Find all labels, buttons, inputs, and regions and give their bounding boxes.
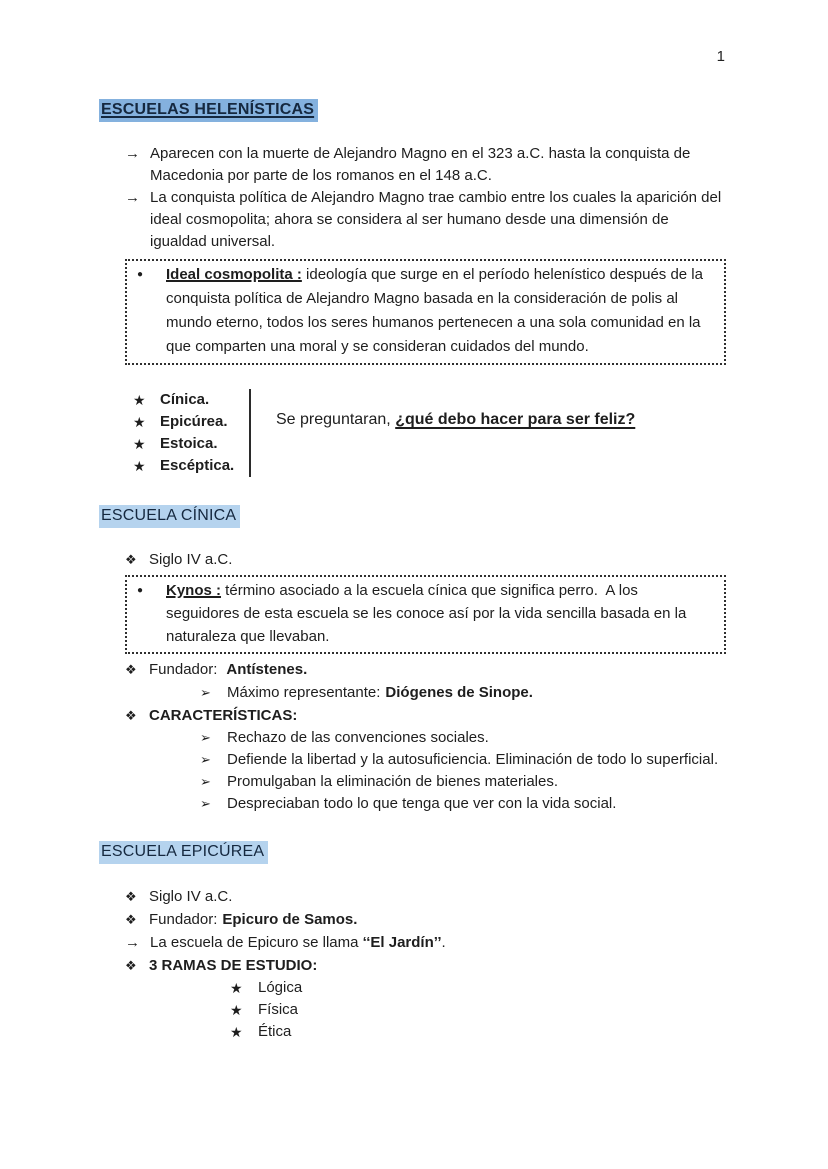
school-name: Epicúrea.	[160, 413, 228, 430]
list-item	[200, 793, 728, 815]
intro-item-text: Aparecen con la muerte de Alejandro Magno en el 323 a.C. hasta la conquista de Macedonia por parte de los romanos en el 148 a.C.	[150, 145, 691, 184]
arrow-bullet-icon: →	[125, 145, 140, 162]
caracteristica-text: Rechazo de las convenciones sociales.	[227, 729, 489, 746]
diamond-bullet-icon: ❖	[125, 912, 137, 927]
list-item	[200, 749, 728, 771]
list-item	[125, 885, 728, 908]
arrowhead-bullet-icon: ➢	[200, 685, 211, 700]
kynos-definition-box	[125, 575, 726, 654]
arrow-bullet-icon: →	[125, 934, 140, 951]
list-item	[133, 455, 249, 477]
list-item	[125, 908, 728, 931]
school-name: Cínica.	[160, 391, 210, 408]
page-content	[99, 0, 728, 1043]
page-number: 1	[716, 48, 725, 65]
list-item	[200, 771, 728, 793]
definition-body: término asociado a la escuela cínica que significa perro. A los seguidores de esta escuela se les conoce así por la vida sencilla basada en la naturaleza que llevaban.	[166, 582, 687, 645]
definition-text	[166, 263, 712, 359]
intro-list	[99, 143, 728, 253]
list-item	[125, 548, 728, 571]
list-item	[125, 931, 728, 954]
main-title: ESCUELAS HELENÍSTICAS	[99, 99, 318, 122]
star-bullet-icon: ★	[133, 436, 146, 452]
caracteristica-text: Despreciaban todo lo que tenga que ver con la vida social.	[227, 795, 617, 812]
list-item	[125, 704, 728, 727]
escuela-nombre-line	[150, 931, 728, 954]
star-bullet-icon: ★	[133, 414, 146, 430]
escuela-prefix: La escuela de Epicuro se llama	[150, 934, 363, 951]
diamond-bullet-icon: ❖	[125, 889, 137, 904]
fundador-name: Epicuro de Samos.	[222, 911, 358, 928]
list-item	[230, 999, 728, 1021]
fundador-line	[149, 908, 728, 931]
definition-item	[137, 263, 712, 359]
representante-label: Máximo representante:	[227, 684, 381, 701]
fundador-name: Antístenes.	[226, 661, 308, 678]
definition-term: Kynos :	[166, 582, 222, 599]
arrowhead-bullet-icon: ➢	[200, 796, 211, 811]
diamond-bullet-icon: ❖	[125, 662, 137, 677]
star-bullet-icon: ★	[230, 1002, 243, 1018]
rama-text: Ética	[258, 1023, 292, 1040]
dot-bullet-icon: ●	[137, 585, 144, 596]
star-bullet-icon: ★	[230, 1024, 243, 1040]
rama-text: Física	[258, 1001, 299, 1018]
arrowhead-bullet-icon: ➢	[200, 774, 211, 789]
epicurea-section	[99, 885, 728, 1043]
definition-body: ideología que surge en el período helenístico después de la conquista política de Alejandro Magno basada en la consideración de polis al mundo eterno, todos los seres humanos pertenecen a una sola comunidad en la que comparten una moral y se consideran cuidados del mundo.	[166, 266, 703, 355]
list-item	[133, 389, 249, 411]
list-item	[133, 411, 249, 433]
section-title-cinica: ESCUELA CÍNICA	[99, 505, 240, 528]
school-name: Escéptica.	[160, 457, 235, 474]
representante-name: Diógenes de Sinope.	[385, 684, 533, 701]
star-bullet-icon: ★	[230, 980, 243, 996]
list-item	[133, 433, 249, 455]
list-item	[230, 977, 728, 999]
diamond-bullet-icon: ❖	[125, 708, 137, 723]
cosmopolita-definition-box	[125, 259, 726, 365]
diamond-bullet-icon: ❖	[125, 958, 137, 973]
representante-line	[227, 681, 728, 704]
fundador-label: Fundador:	[149, 911, 218, 928]
arrow-bullet-icon: →	[125, 189, 140, 206]
star-bullet-icon: ★	[133, 458, 146, 474]
list-item	[125, 954, 728, 977]
question-emphasis: ¿qué debo hacer para ser feliz?	[395, 411, 636, 428]
list-item	[125, 658, 728, 681]
definition-term: Ideal cosmopolita :	[166, 266, 302, 283]
list-item	[230, 1021, 728, 1043]
arrowhead-bullet-icon: ➢	[200, 752, 211, 767]
arrowhead-bullet-icon: ➢	[200, 730, 211, 745]
guiding-question	[251, 411, 635, 477]
star-bullet-icon: ★	[133, 392, 146, 408]
fundador-line	[149, 658, 728, 681]
cinica-section	[99, 548, 728, 815]
diamond-bullet-icon: ❖	[125, 552, 137, 567]
siglo-text: Siglo IV a.C.	[149, 551, 233, 568]
list-item	[200, 727, 728, 749]
schools-overview	[133, 389, 728, 477]
ramas-title: 3 RAMAS DE ESTUDIO:	[149, 957, 318, 974]
definition-item	[137, 579, 712, 648]
dot-bullet-icon: ●	[137, 269, 144, 280]
caracteristica-text: Defiende la libertad y la autosuficiencia. Eliminación de todo lo superficial.	[227, 751, 719, 768]
rama-text: Lógica	[258, 979, 303, 996]
siglo-text: Siglo IV a.C.	[149, 888, 233, 905]
escuela-name: ‘‘El Jardín’’	[362, 934, 442, 951]
schools-list	[133, 389, 249, 477]
list-item	[125, 187, 728, 253]
school-name: Estoica.	[160, 435, 218, 452]
question-prefix: Se preguntaran,	[276, 411, 396, 428]
intro-item-text: La conquista política de Alejandro Magno trae cambio entre los cuales la aparición del ideal cosmopolita; ahora se considera al ser humano desde una dimensión de igualdad universal.	[150, 189, 722, 250]
list-item	[200, 681, 728, 704]
fundador-label: Fundador:	[149, 661, 218, 678]
list-item	[125, 143, 728, 187]
section-title-epicurea: ESCUELA EPICÚREA	[99, 841, 268, 864]
definition-text	[166, 579, 712, 648]
caracteristica-text: Promulgaban la eliminación de bienes materiales.	[227, 773, 559, 790]
escuela-suffix: .	[441, 934, 446, 951]
caracteristicas-title: CARACTERÍSTICAS:	[149, 707, 298, 724]
